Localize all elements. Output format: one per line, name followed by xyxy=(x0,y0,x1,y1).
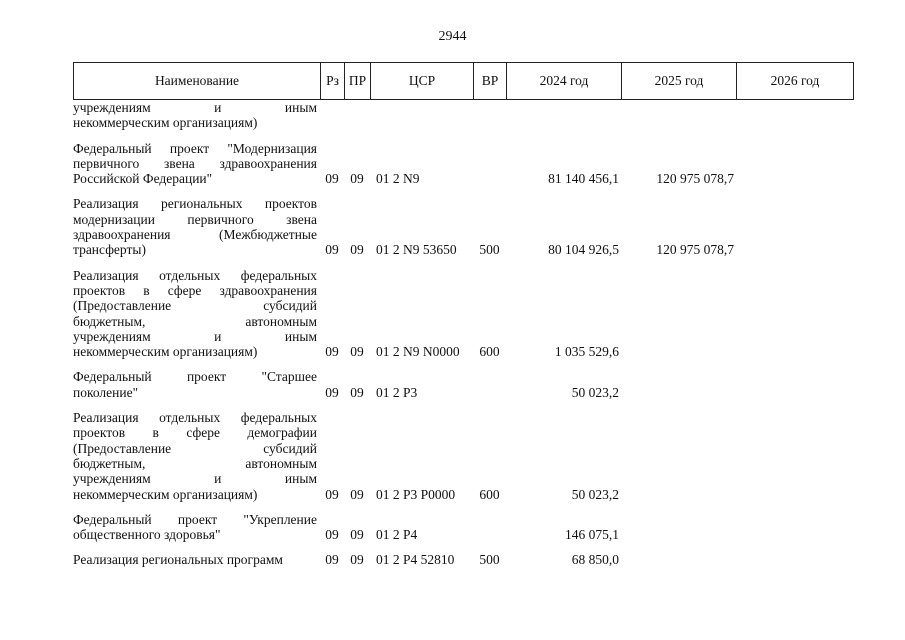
cell-rz: 09 xyxy=(325,344,339,360)
header-2024: 2024 год xyxy=(507,63,622,100)
cell-name xyxy=(73,100,320,131)
table-row xyxy=(73,369,853,400)
table-row xyxy=(73,552,853,567)
cell-rz: 09 xyxy=(325,527,339,543)
header-2026: 2026 год xyxy=(737,63,854,100)
cell-2025: 120 975 078,7 xyxy=(656,242,734,258)
cell-2024: 146 075,1 xyxy=(565,527,619,543)
cell-csr: 01 2 P4 52810 xyxy=(376,552,455,568)
cell-vr: 600 xyxy=(479,344,500,360)
cell-name xyxy=(73,369,320,400)
name-line: учреждениям и иным xyxy=(73,328,317,344)
name-line: Реализация отдельных федеральных xyxy=(73,267,317,283)
name-line: учреждениям и иным xyxy=(73,100,317,115)
name-line: (Предоставление субсидий xyxy=(73,298,317,314)
name-line: трансферты) xyxy=(73,242,146,258)
name-line: Федеральный проект "Укрепление xyxy=(73,511,317,527)
name-line: учреждениям и иным xyxy=(73,471,317,487)
page-number: 2944 xyxy=(438,29,467,44)
name-line: некоммерческим организациям) xyxy=(73,344,258,360)
cell-name xyxy=(73,196,320,257)
cell-2024: 1 035 529,6 xyxy=(554,344,619,360)
cell-rz: 09 xyxy=(325,384,339,400)
cell-pr: 09 xyxy=(350,486,364,502)
name-line: Реализация отдельных федеральных xyxy=(73,410,317,426)
name-line: Реализация региональных проектов xyxy=(73,196,317,212)
header-pr: ПР xyxy=(345,63,371,100)
name-line: Российской Федерации" xyxy=(73,171,213,187)
cell-2024: 81 140 456,1 xyxy=(548,171,619,187)
cell-pr: 09 xyxy=(350,344,364,360)
name-line: первичного звена здравоохранения xyxy=(73,155,317,171)
name-line: общественного здоровья" xyxy=(73,527,221,543)
cell-pr: 09 xyxy=(350,552,364,568)
name-line: некоммерческим организациям) xyxy=(73,486,258,502)
cell-rz: 09 xyxy=(325,552,339,568)
name-line: поколение" xyxy=(73,384,139,400)
table-row xyxy=(73,196,853,257)
header-name: Наименование xyxy=(74,63,321,100)
cell-csr: 01 2 N9 xyxy=(376,171,420,187)
cell-name xyxy=(73,268,320,360)
header-vr: ВР xyxy=(474,63,507,100)
cell-rz: 09 xyxy=(325,242,339,258)
name-line: бюджетным, автономным xyxy=(73,455,317,471)
cell-2024: 50 023,2 xyxy=(571,384,619,400)
cell-2025: 120 975 078,7 xyxy=(656,171,734,187)
table-row xyxy=(73,100,853,131)
cell-vr: 500 xyxy=(479,552,500,568)
cell-rz: 09 xyxy=(325,486,339,502)
table-row xyxy=(73,141,853,187)
cell-name xyxy=(73,552,320,567)
name-line: проектов в сфере демографии xyxy=(73,425,317,441)
name-line: проектов в сфере здравоохранения xyxy=(73,282,317,298)
cell-name xyxy=(73,410,320,502)
cell-csr: 01 2 P3 P0000 xyxy=(376,486,456,502)
cell-pr: 09 xyxy=(350,384,364,400)
name-line: модернизации первичного звена xyxy=(73,211,317,227)
cell-rz: 09 xyxy=(325,171,339,187)
cell-csr: 01 2 N9 N0000 xyxy=(376,344,460,360)
name-line: бюджетным, автономным xyxy=(73,313,317,329)
name-line: Федеральный проект "Модернизация xyxy=(73,140,317,156)
cell-name xyxy=(73,512,320,543)
cell-pr: 09 xyxy=(350,171,364,187)
cell-name xyxy=(73,141,320,187)
cell-csr: 01 2 P3 xyxy=(376,384,418,400)
header-2025: 2025 год xyxy=(622,63,737,100)
cell-csr: 01 2 N9 53650 xyxy=(376,242,457,258)
cell-csr: 01 2 P4 xyxy=(376,527,418,543)
header-rz: Рз xyxy=(321,63,345,100)
name-line: (Предоставление субсидий xyxy=(73,440,317,456)
table-row xyxy=(73,268,853,360)
cell-2024: 50 023,2 xyxy=(571,486,619,502)
cell-vr: 500 xyxy=(479,242,500,258)
header-csr: ЦСР xyxy=(371,63,474,100)
name-line: здравоохранения (Межбюджетные xyxy=(73,227,317,243)
table-row xyxy=(73,410,853,502)
cell-2024: 68 850,0 xyxy=(571,552,619,568)
cell-pr: 09 xyxy=(350,242,364,258)
cell-2024: 80 104 926,5 xyxy=(548,242,619,258)
table-body xyxy=(73,100,853,578)
name-line: Федеральный проект "Старшее xyxy=(73,369,317,385)
table-row xyxy=(73,512,853,543)
table-header xyxy=(73,62,854,100)
name-line: Реализация региональных программ xyxy=(73,552,283,568)
name-line: некоммерческим организациям) xyxy=(73,115,258,131)
cell-vr: 600 xyxy=(479,486,500,502)
cell-pr: 09 xyxy=(350,527,364,543)
